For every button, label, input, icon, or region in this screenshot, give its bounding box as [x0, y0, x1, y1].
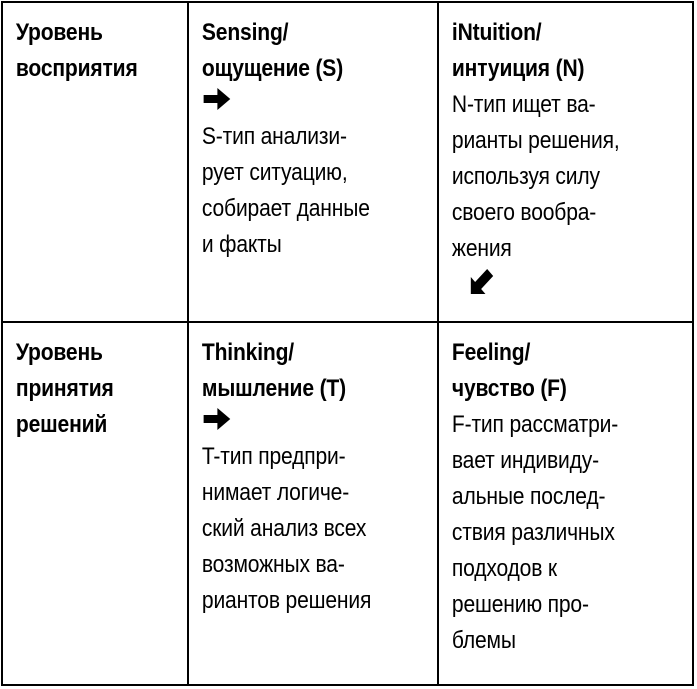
sensing-title: Sensing/ ощущение (S)	[201, 19, 344, 82]
personality-types-table	[1, 1, 694, 686]
feeling-title: Feeling/ чувство (F)	[451, 339, 567, 402]
row-label-decision: Уровень принятия решений	[15, 339, 114, 438]
row-label-perception: Уровень восприятия	[15, 19, 138, 82]
thinking-title: Thinking/ мышление (T)	[201, 339, 346, 402]
thinking-cell	[189, 323, 439, 684]
sensing-cell	[189, 3, 439, 323]
row-label-cell-perception	[3, 3, 189, 323]
thinking-description: T-тип предпри- нимает логиче- ский анализ всех возможных ва- риантов решения	[201, 443, 372, 614]
intuition-cell	[439, 3, 692, 323]
arrow-down-left-icon	[467, 267, 682, 301]
intuition-description: N-тип ищет ва- рианты решения, используя силу своего вообра- жения	[451, 91, 620, 262]
sensing-description: S-тип анализи- рует ситуацию, собирает данные и факты	[201, 123, 370, 258]
feeling-description: F-тип рассматри- вает индивиду- альные послед- ствия различных подходов к решению про- блемы	[451, 411, 619, 654]
row-label-cell-decision	[3, 323, 189, 684]
feeling-cell	[439, 323, 692, 684]
intuition-title: iNtuition/ интуиция (N)	[451, 19, 585, 82]
arrow-right-icon	[202, 405, 428, 439]
arrow-right-icon	[202, 85, 428, 119]
